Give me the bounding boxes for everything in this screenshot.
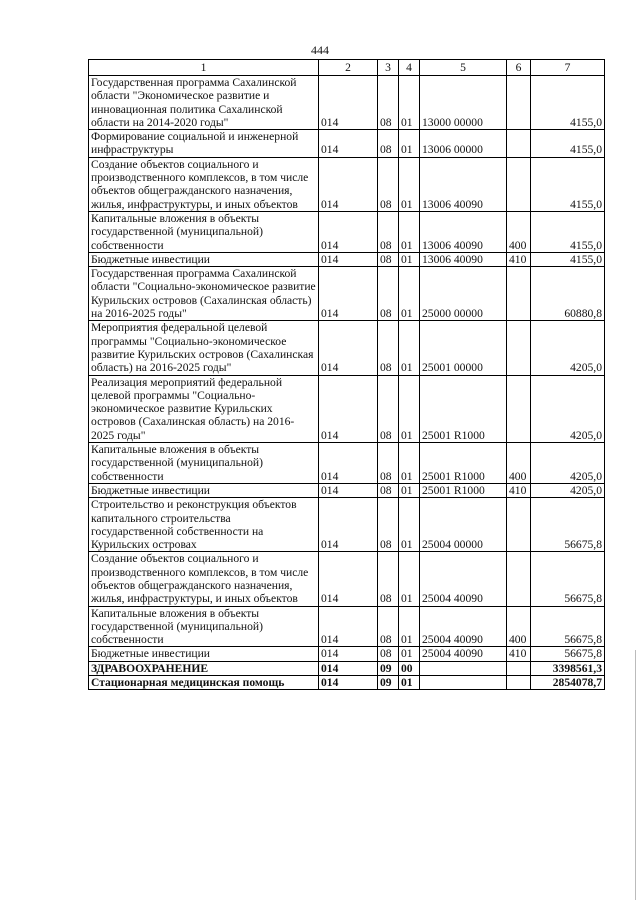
- row-section: 08: [378, 76, 399, 130]
- row-name: Бюджетные инвестиции: [89, 647, 319, 661]
- row-admin-code: 014: [319, 267, 378, 321]
- row-name: Бюджетные инвестиции: [89, 252, 319, 266]
- row-subsection: 01: [399, 443, 420, 484]
- row-admin-code: 014: [319, 157, 378, 211]
- row-name: Создание объектов социального и производственного комплексов, в том числе объектов общегражданского назначения, жилья, инфраструктуры, и иных объектов: [89, 552, 319, 606]
- row-amount: 56675,8: [531, 606, 605, 647]
- row-name: Формирование социальной и инженерной инфраструктуры: [89, 130, 319, 158]
- header-col-4: 4: [399, 60, 420, 76]
- row-target-item: 13006 40090: [420, 211, 507, 252]
- row-subsection: 01: [399, 76, 420, 130]
- row-subsection: 01: [399, 252, 420, 266]
- table-row: [89, 498, 605, 552]
- row-amount: 4155,0: [531, 130, 605, 158]
- row-expense-type: 400: [507, 606, 531, 647]
- row-subsection: 00: [399, 661, 420, 675]
- table-row: [89, 647, 605, 661]
- row-section: 08: [378, 267, 399, 321]
- row-expense-type: [507, 157, 531, 211]
- row-subsection: 01: [399, 498, 420, 552]
- row-admin-code: 014: [319, 661, 378, 675]
- header-col-6: 6: [507, 60, 531, 76]
- row-amount: 3398561,3: [531, 661, 605, 675]
- row-admin-code: 014: [319, 647, 378, 661]
- row-expense-type: [507, 676, 531, 690]
- row-amount: 2854078,7: [531, 676, 605, 690]
- row-subsection: 01: [399, 130, 420, 158]
- row-expense-type: [507, 552, 531, 606]
- row-subsection: 01: [399, 211, 420, 252]
- row-expense-type: [507, 375, 531, 442]
- row-target-item: 25004 40090: [420, 647, 507, 661]
- row-expense-type: [507, 498, 531, 552]
- row-admin-code: 014: [319, 252, 378, 266]
- row-expense-type: [507, 76, 531, 130]
- table-row: [89, 211, 605, 252]
- table-row: [89, 676, 605, 690]
- row-subsection: 01: [399, 676, 420, 690]
- row-name: Реализация мероприятий федеральной целевой программы "Социально-экономическое развитие Курильских островов (Сахалинская область) на 2016-2025 годы": [89, 375, 319, 442]
- row-admin-code: 014: [319, 606, 378, 647]
- row-amount: 60880,8: [531, 267, 605, 321]
- row-expense-type: [507, 130, 531, 158]
- row-target-item: [420, 676, 507, 690]
- row-name: Создание объектов социального и производственного комплексов, в том числе объектов общегражданского назначения, жилья, инфраструктуры, и иных объектов: [89, 157, 319, 211]
- row-expense-type: [507, 661, 531, 675]
- row-section: 08: [378, 483, 399, 497]
- row-subsection: 01: [399, 647, 420, 661]
- row-expense-type: 400: [507, 211, 531, 252]
- row-admin-code: 014: [319, 443, 378, 484]
- header-col-7: 7: [531, 60, 605, 76]
- row-name: Капитальные вложения в объекты государственной (муниципальной) собственности: [89, 211, 319, 252]
- row-subsection: 01: [399, 606, 420, 647]
- row-amount: 4205,0: [531, 443, 605, 484]
- row-admin-code: 014: [319, 498, 378, 552]
- table-row: [89, 606, 605, 647]
- row-subsection: 01: [399, 267, 420, 321]
- header-col-1: 1: [89, 60, 319, 76]
- row-admin-code: 014: [319, 76, 378, 130]
- row-name: Государственная программа Сахалинской области "Социально-экономическое развитие Курильских островов (Сахалинская область) на 2016-2025 годы": [89, 267, 319, 321]
- table-row: [89, 552, 605, 606]
- row-target-item: 25004 40090: [420, 606, 507, 647]
- row-amount: 4205,0: [531, 483, 605, 497]
- budget-table: [88, 59, 605, 690]
- row-section: 09: [378, 676, 399, 690]
- row-section: 08: [378, 443, 399, 484]
- row-section: 08: [378, 211, 399, 252]
- row-amount: 4155,0: [531, 211, 605, 252]
- row-section: 09: [378, 661, 399, 675]
- header-col-5: 5: [420, 60, 507, 76]
- row-target-item: 13006 40090: [420, 157, 507, 211]
- row-section: 08: [378, 157, 399, 211]
- row-name: Строительство и реконструкция объектов капитального строительства государственной собственности на Курильских островах: [89, 498, 319, 552]
- row-section: 08: [378, 606, 399, 647]
- row-expense-type: 410: [507, 483, 531, 497]
- row-target-item: 25004 40090: [420, 552, 507, 606]
- row-admin-code: 014: [319, 211, 378, 252]
- row-subsection: 01: [399, 157, 420, 211]
- row-expense-type: 400: [507, 443, 531, 484]
- row-admin-code: 014: [319, 483, 378, 497]
- row-section: 08: [378, 647, 399, 661]
- row-admin-code: 014: [319, 321, 378, 375]
- table-row: [89, 661, 605, 675]
- row-name: Бюджетные инвестиции: [89, 483, 319, 497]
- row-target-item: 25001 R1000: [420, 483, 507, 497]
- row-amount: 56675,8: [531, 552, 605, 606]
- row-amount: 56675,8: [531, 498, 605, 552]
- row-name: Мероприятия федеральной целевой программы "Социально-экономическое развитие Курильских островов (Сахалинская область) на 2016-2025 годы": [89, 321, 319, 375]
- row-subsection: 01: [399, 552, 420, 606]
- header-col-3: 3: [378, 60, 399, 76]
- table-row: [89, 375, 605, 442]
- row-section: 08: [378, 130, 399, 158]
- row-admin-code: 014: [319, 130, 378, 158]
- row-amount: 4205,0: [531, 321, 605, 375]
- row-expense-type: [507, 267, 531, 321]
- row-expense-type: [507, 321, 531, 375]
- row-expense-type: 410: [507, 647, 531, 661]
- row-name: ЗДРАВООХРАНЕНИЕ: [89, 661, 319, 675]
- row-subsection: 01: [399, 483, 420, 497]
- row-amount: 4205,0: [531, 375, 605, 442]
- row-target-item: 25004 00000: [420, 498, 507, 552]
- table-row: [89, 252, 605, 266]
- row-name: Капитальные вложения в объекты государственной (муниципальной) собственности: [89, 443, 319, 484]
- row-target-item: 13000 00000: [420, 76, 507, 130]
- row-amount: 4155,0: [531, 252, 605, 266]
- header-col-2: 2: [319, 60, 378, 76]
- table-row: [89, 157, 605, 211]
- row-expense-type: 410: [507, 252, 531, 266]
- row-amount: 4155,0: [531, 76, 605, 130]
- scan-edge-line: [635, 650, 636, 900]
- row-name: Государственная программа Сахалинской области "Экономическое развитие и инновационная политика Сахалинской области на 2014-2020 годы": [89, 76, 319, 130]
- row-section: 08: [378, 375, 399, 442]
- row-amount: 56675,8: [531, 647, 605, 661]
- row-subsection: 01: [399, 375, 420, 442]
- row-subsection: 01: [399, 321, 420, 375]
- row-target-item: 25001 R1000: [420, 375, 507, 442]
- table-row: [89, 130, 605, 158]
- row-admin-code: 014: [319, 676, 378, 690]
- page-number: 444: [311, 43, 329, 57]
- row-target-item: 13006 40090: [420, 252, 507, 266]
- row-section: 08: [378, 552, 399, 606]
- row-target-item: 25000 00000: [420, 267, 507, 321]
- row-section: 08: [378, 321, 399, 375]
- row-target-item: 25001 R1000: [420, 443, 507, 484]
- row-target-item: 13006 00000: [420, 130, 507, 158]
- table-row: [89, 443, 605, 484]
- table-row: [89, 483, 605, 497]
- row-name: Капитальные вложения в объекты государственной (муниципальной) собственности: [89, 606, 319, 647]
- row-target-item: [420, 661, 507, 675]
- row-target-item: 25001 00000: [420, 321, 507, 375]
- row-admin-code: 014: [319, 552, 378, 606]
- row-amount: 4155,0: [531, 157, 605, 211]
- row-name: Стационарная медицинская помощь: [89, 676, 319, 690]
- row-section: 08: [378, 252, 399, 266]
- table-row: [89, 321, 605, 375]
- table-row: [89, 267, 605, 321]
- table-row: [89, 76, 605, 130]
- table-header-row: [89, 60, 605, 76]
- row-admin-code: 014: [319, 375, 378, 442]
- row-section: 08: [378, 498, 399, 552]
